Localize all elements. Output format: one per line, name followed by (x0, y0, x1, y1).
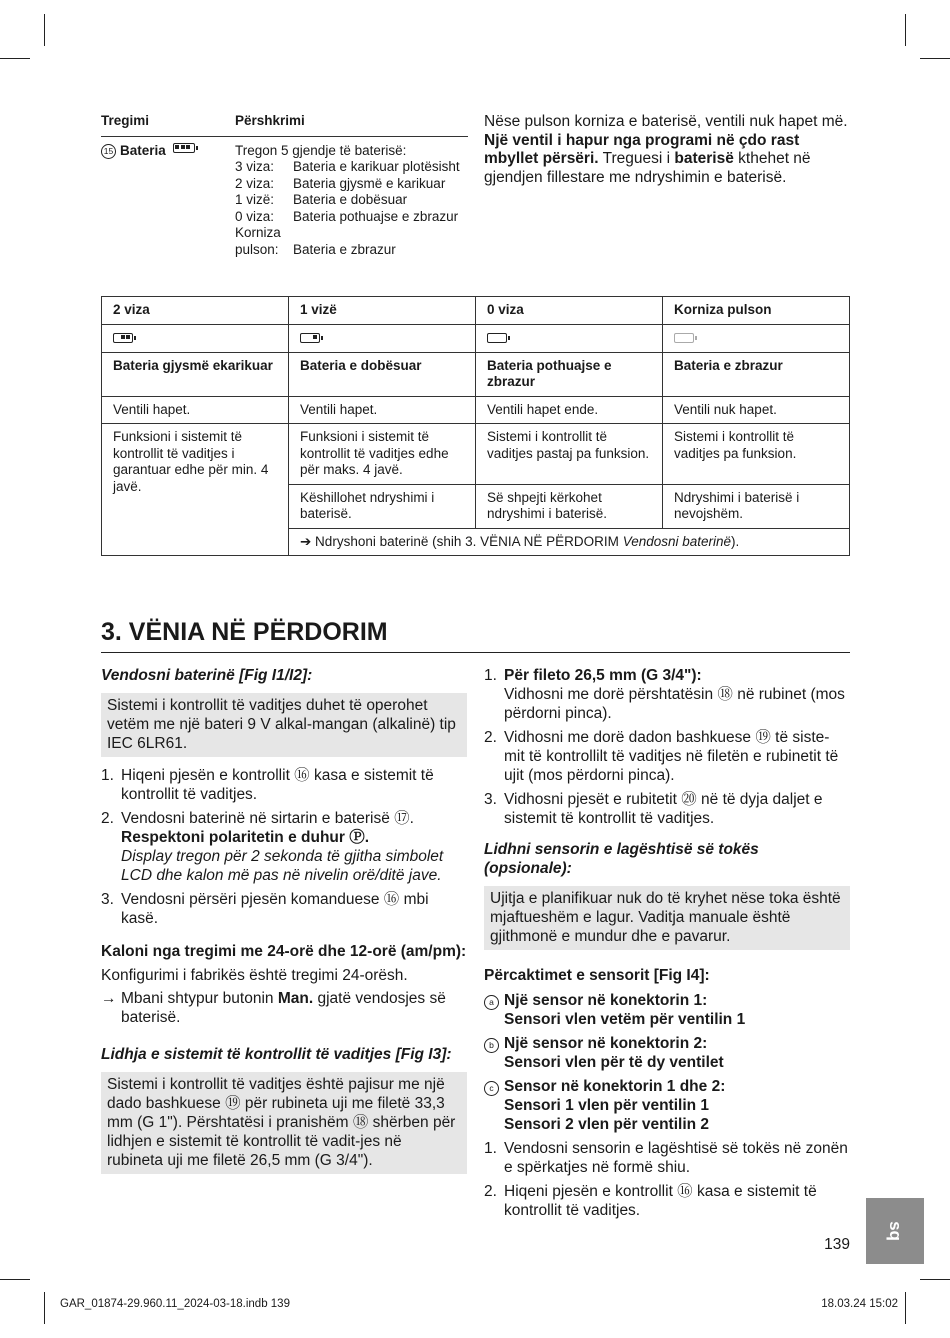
step-bold: Respektoni polaritetin e duhur Ⓟ. (121, 829, 370, 846)
footer-text: ➔ Ndryshoni baterinë (shih 3. VËNIA NË PËRDORIM (300, 533, 623, 549)
list-item (484, 1077, 850, 1134)
item-number-badge: 15 (101, 144, 116, 159)
header-description: Përshkrimi (235, 113, 305, 128)
list-item: 3. Vidhosni pjesët e rubitetit ⑳ në të dyja daljet e sistemit të kontrollit të vaditjes. (484, 790, 850, 828)
step-text: Vidhosni me dorë përshtatësin ⑱ në rubinet (mos përdorni pinca). (504, 686, 845, 722)
table-cell: Ndryshimi i baterisë i nevojshëm. (663, 484, 850, 528)
display-table (101, 113, 468, 258)
step-text: Vidhosni me dorë dadon bashkuese ⑲ të siste-mit të kontrollilt të vaditjes në filetën e rubinetit të ujit (mos përdorni pinca). (504, 729, 839, 784)
step-text: Hiqeni pjesën e kontrollit ⑯ kasa e sistemit të kontrollit të vaditjes. (121, 767, 434, 803)
table-cell: Ventili hapet. (289, 396, 476, 424)
state-value: Bateria e dobësuar (293, 192, 408, 207)
state-key: 3 viza: (235, 159, 275, 174)
battery-empty-icon (487, 333, 507, 343)
table-footer-cell (289, 528, 850, 556)
def-line: Sensor në konektorin 1 dhe 2: (504, 1078, 726, 1095)
battery-2-bars-icon (113, 333, 133, 343)
list-item: 2. Vidhosni me dorë dadon bashkuese ⑲ të siste-mit të kontrollilt të vaditjes në filetën e rubinetit të ujit (mos përdorni pinca). (484, 728, 850, 785)
definitions-list (484, 991, 850, 1134)
battery-states-table (101, 296, 850, 556)
crop-mark (44, 14, 45, 46)
list-item: 1. Hiqeni pjesën e kontrollit ⑯ kasa e sistemit të kontrollit të vaditjes. (101, 766, 467, 804)
step-text: Hiqeni pjesën e kontrollit ⑯ kasa e sistemit të kontrollit të vaditjes. (504, 1183, 817, 1219)
def-line: Sensori 2 vlen për ventilin 2 (504, 1116, 710, 1133)
state-value: Bateria gjysmë e karikuar (293, 175, 446, 191)
step-bold: Për fileto 26,5 mm (G 3/4"): (504, 667, 702, 684)
list-item: 3. Vendosni përsëri pjesën komanduese ⑯ mbi kasë. (101, 890, 467, 928)
note-text: kthehet në gjendjen fillestare me ndryshimin e baterisë. (484, 150, 811, 186)
left-column (101, 666, 467, 1174)
marker-badge: b (484, 1038, 499, 1053)
table-cell: Ventili hapet. (102, 396, 289, 424)
footer-text: ). (731, 533, 740, 549)
note-box: Sistemi i kontrollit të vaditjes është pajisur me një dado bashkuese ⑲ për rubineta uji me filetë 33,3 mm (G 1"). Përshtatësi i pranishëm ⑱ shërben për lidhjen e sistemit të kontrollit të vadit-jes në rubineta uji me filetë 26,5 mm (G 3/4"). (101, 1072, 467, 1174)
def-line: Sensori vlen për të dy ventilet (504, 1054, 724, 1071)
display-table-row (101, 137, 468, 259)
subheading-sensor: Lidhni sensorin e lagështisë së tokës (opsionale): (484, 841, 759, 877)
table-header: 1 vizë (289, 297, 476, 325)
list-item: 1. Për fileto 26,5 mm (G 3/4"): Vidhosni me dorë përshtatësin ⑱ në rubinet (mos përdorni pinca). (484, 667, 845, 722)
crop-mark (44, 1292, 45, 1324)
subheading-mode: Kaloni nga tregimi me 24-orë dhe 12-orë (am/pm): (101, 943, 467, 960)
table-cell (102, 324, 289, 352)
table-cell: Sistemi i kontrollit të vaditjes pastaj pa funksion. (476, 424, 663, 485)
table-row (102, 396, 850, 424)
state-key: 1 vizë: (235, 192, 275, 207)
subheading-battery: Vendosni baterinë [Fig I1/I2]: (101, 667, 313, 684)
state-key: 2 viza: (235, 175, 275, 191)
marker-badge: c (484, 1081, 499, 1096)
list-item: 2. Vendosni baterinë në sirtarin e baterisë ⑰. Respektoni polaritetin e duhur Ⓟ. Display tregon për 2 sekonda të gjitha simbolet LCD dhe kalon më pas në nivelin orë/ditë jave. (101, 810, 444, 884)
table-cell: Ventili hapet ende. (476, 396, 663, 424)
def-line: Sensori 1 vlen për ventilin 1 (504, 1097, 710, 1114)
page-number: 139 (824, 1236, 850, 1253)
step-text: Vidhosni pjesët e rubitetit ⑳ në të dyja daljet e sistemit të kontrollit të vaditjes. (504, 791, 823, 827)
state-key: 0 viza: (235, 208, 275, 224)
state-value: Bateria pothuajse e zbrazur (293, 208, 459, 224)
subheading-definitions: Përcaktimet e sensorit [Fig I4]: (484, 967, 710, 984)
crop-mark (905, 1292, 906, 1324)
description-intro: Tregon 5 gjendje të baterisë: (235, 142, 407, 158)
table-header: Korniza pulson (663, 297, 850, 325)
battery-note (484, 113, 850, 187)
footer-date: 18.03.24 15:02 (821, 1298, 898, 1310)
table-cell (663, 324, 850, 352)
footer-file: GAR_01874-29.960.11_2024-03-18.indb 139 (60, 1298, 290, 1310)
note-box: Sistemi i kontrollit të vaditjes duhet të operohet vetëm me një bateri 9 V alkal-mangan (alkalinë) tip IEC 6LR61. (101, 693, 467, 757)
state-key: Korniza (235, 225, 281, 240)
language-code: sq (886, 1221, 905, 1241)
table-header-row (102, 297, 850, 325)
table-cell (289, 324, 476, 352)
language-tab (866, 1198, 924, 1264)
list-item (484, 991, 850, 1029)
battery-icon (173, 143, 195, 153)
table-cell: Bateria pothuajse e zbrazur (476, 352, 663, 396)
battery-item (101, 143, 235, 259)
section-title: 3. VËNIA NË PËRDORIM (101, 618, 850, 653)
list-item (484, 1034, 850, 1072)
table-cell: Sistemi i kontrollit të vaditjes pa funksion. (663, 424, 850, 485)
def-line: Një sensor në konektorin 1: (504, 992, 708, 1009)
table-header: 2 viza (102, 297, 289, 325)
list-item: 2. Hiqeni pjesën e kontrollit ⑯ kasa e sistemit të kontrollit të vaditjes. (484, 1182, 850, 1220)
battery-description (235, 143, 460, 259)
step-text: Vendosni baterinë në sirtarin e baterisë ⑰. (121, 810, 414, 827)
table-cell: Këshillohet ndryshimi i baterisë. (289, 484, 476, 528)
state-row (235, 192, 460, 209)
table-cell (476, 324, 663, 352)
instruction-bold: Man. (277, 990, 314, 1007)
table-row (102, 424, 850, 485)
state-key: pulson: (235, 241, 279, 257)
instruction-text: gjatë vendosjes së baterisë. (121, 990, 446, 1026)
table-row (102, 352, 850, 396)
table-cell: Funksioni i sistemit të kontrollit të vaditjes edhe për maks. 4 javë. (289, 424, 476, 485)
battery-1-bar-icon (300, 333, 320, 343)
marker-badge: a (484, 995, 499, 1010)
state-row (235, 225, 460, 242)
state-row (235, 159, 460, 176)
table-cell: Së shpejti kërkohet ndryshimi i baterisë. (476, 484, 663, 528)
state-row (235, 242, 460, 259)
table-cell: Bateria e zbrazur (663, 352, 850, 396)
display-table-header (101, 113, 468, 137)
subheading-connect: Lidhja e sistemit të kontrollit të vaditjes [Fig I3]: (101, 1046, 452, 1063)
step-text: Vendosni përsëri pjesën komanduese ⑯ mbi kasë. (121, 891, 429, 927)
state-value: Bateria e zbrazur (293, 241, 396, 257)
mode-text: Konfigurimi i fabrikës është tregimi 24-orësh. (101, 967, 408, 984)
table-cell: Ventili nuk hapet. (663, 396, 850, 424)
state-row (235, 176, 460, 193)
def-line: Një sensor në konektorin 2: (504, 1035, 708, 1052)
note-text: Nëse pulson korniza e baterisë, ventili nuk hapet më. (484, 113, 848, 130)
list-item: 1. Vendosni sensorin e lagështisë së tokës në zonën e spërkatjes në formë shiu. (484, 1139, 850, 1177)
steps-list (101, 766, 467, 928)
instruction-text: Mbani shtypur butonin (121, 990, 278, 1007)
note-bold: baterisë (674, 150, 734, 167)
step-italic: Display tregon për 2 sekonda të gjitha simbolet LCD dhe kalon më pas në nivelin orë/ditë jave. (121, 848, 444, 884)
table-cell: Bateria gjysmë ekarikuar (102, 352, 289, 396)
crop-mark (905, 14, 906, 46)
header-display: Tregimi (101, 113, 150, 128)
table-cell: Funksioni i sistemit të kontrollit të vaditjes i garantuar edhe për min. 4 javë. (102, 424, 289, 556)
crop-mark (920, 58, 950, 59)
battery-blinking-icon (674, 333, 694, 343)
note-bold: Një ventil i hapur nga programi në çdo rast mbyllet përsëri. (484, 131, 800, 167)
state-row (235, 209, 460, 226)
instruction-item: → Mbani shtypur butonin Man. gjatë vendosjes së baterisë. (101, 990, 446, 1026)
item-label: Bateria (120, 142, 166, 158)
def-line: Sensori vlen vetëm për ventilin 1 (504, 1011, 746, 1028)
crop-mark (0, 1279, 30, 1280)
right-column (484, 666, 850, 1225)
crop-mark (920, 1279, 950, 1280)
note-box: Ujitja e planifikuar nuk do të kryhet nëse toka është mjaftueshëm e lagur. Vaditja manuale është gjithmonë e mundur dhe e pavarur. (484, 886, 850, 950)
step-text: Vendosni sensorin e lagështisë së tokës në zonën e spërkatjes në formë shiu. (504, 1140, 848, 1176)
table-cell: Bateria e dobësuar (289, 352, 476, 396)
table-header: 0 viza (476, 297, 663, 325)
footer-italic: Vendosni baterinë (622, 533, 732, 549)
state-value: Bateria e karikuar plotësisht (293, 159, 460, 174)
note-text: Treguesi i (598, 150, 675, 167)
table-icon-row (102, 324, 850, 352)
crop-mark (0, 58, 30, 59)
